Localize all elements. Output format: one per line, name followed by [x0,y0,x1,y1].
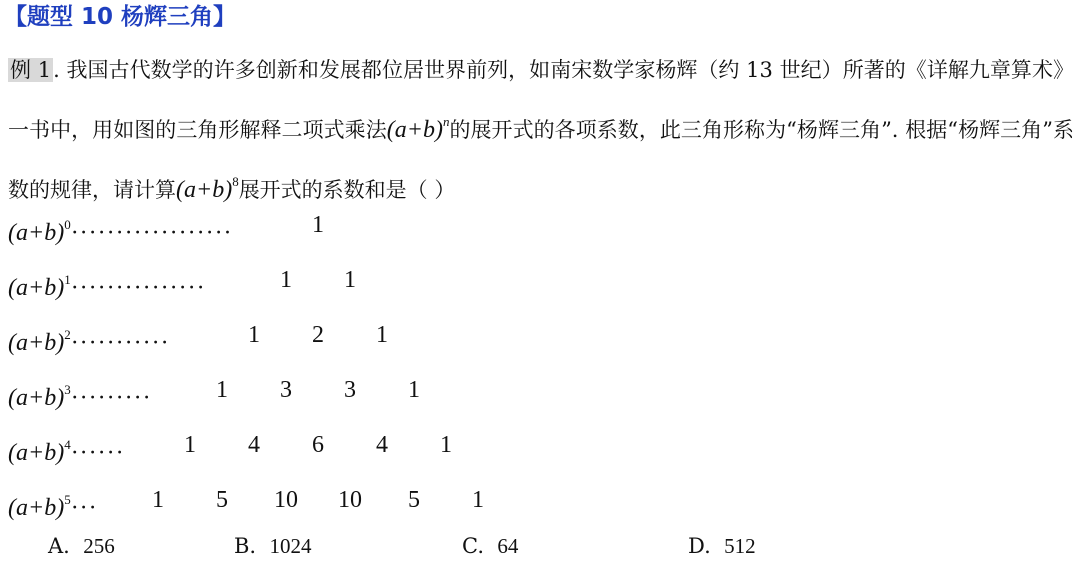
option-letter: A. [48,534,70,558]
option-value: 256 [83,534,115,558]
leader-dots: ··········· [70,330,170,356]
binomial-expression-n: (a+b) [386,117,443,143]
exponent-n: n [442,114,450,129]
triangle-row-label [8,370,152,410]
binomial-expression: (a+b) [8,495,65,521]
triangle-coefficient: 1 [152,487,164,513]
problem-paragraph [8,44,1074,216]
option-value: 1024 [269,534,312,558]
triangle-coefficient: 4 [248,432,260,458]
option-d[interactable] [688,530,756,562]
triangle-coefficient: 1 [376,322,388,348]
triangle-coefficient: 5 [408,487,420,513]
binomial-expression: (a+b) [8,220,65,246]
triangle-coefficient: 1 [472,487,484,513]
triangle-row-label [8,260,206,300]
triangle-coefficient: 1 [312,212,324,238]
row-exponent: 0 [64,217,71,232]
binomial-expression: (a+b) [8,275,65,301]
leader-dots: ·················· [70,220,233,246]
row-exponent: 5 [64,492,71,507]
problem-text-3: 展开式的系数和是（ ） [238,178,456,202]
triangle-coefficient: 5 [216,487,228,513]
option-b[interactable] [234,530,311,562]
triangle-coefficient: 3 [280,377,292,403]
triangle-coefficient: 1 [344,267,356,293]
binomial-expression: (a+b) [8,385,65,411]
option-c[interactable] [462,530,518,562]
row-exponent: 1 [64,272,71,287]
row-exponent: 3 [64,382,71,397]
section-heading: 【题型 10 杨辉三角】 [4,4,237,30]
triangle-coefficient: 1 [216,377,228,403]
triangle-coefficient: 1 [440,432,452,458]
binomial-expression: (a+b) [8,330,65,356]
triangle-row-label [8,205,233,245]
option-letter: C. [462,534,484,558]
row-exponent: 2 [64,327,71,342]
triangle-coefficient: 1 [408,377,420,403]
triangle-coefficient: 1 [184,432,196,458]
triangle-coefficient: 2 [312,322,324,348]
exponent-8: 8 [232,174,239,189]
leader-dots: ········· [70,385,152,411]
binomial-expression-8: (a+b) [176,177,233,203]
triangle-coefficient: 3 [344,377,356,403]
triangle-row-label [8,480,98,520]
triangle-coefficient: 6 [312,432,324,458]
example-label: 例 1 [10,58,52,82]
triangle-coefficient: 1 [280,267,292,293]
triangle-row-label [8,315,170,355]
option-value: 512 [724,534,756,558]
triangle-coefficient: 10 [274,487,298,513]
triangle-coefficient: 1 [248,322,260,348]
problem-text-2: 的展开式的各项系数，此三角形称为“杨辉三角”. 根据“杨辉三角”系数的规律，请计算 [8,118,1075,202]
row-exponent: 4 [64,437,71,452]
binomial-expression: (a+b) [8,440,65,466]
problem-text-1: . 我国古代数学的许多创新和发展都位居世界前列，如南宋数学家杨辉（约 13 世纪）所著的《详解九章算术》一书中，用如图的三角形解释二项式乘法 [8,58,1074,142]
triangle-row-label [8,425,125,465]
leader-dots: ··············· [70,275,206,301]
triangle-coefficient: 4 [376,432,388,458]
option-a[interactable] [48,530,115,562]
leader-dots: ··· [70,495,98,521]
option-letter: D. [688,534,711,558]
option-value: 64 [497,534,519,558]
triangle-coefficient: 10 [338,487,362,513]
leader-dots: ······ [70,440,125,466]
option-letter: B. [234,534,257,558]
